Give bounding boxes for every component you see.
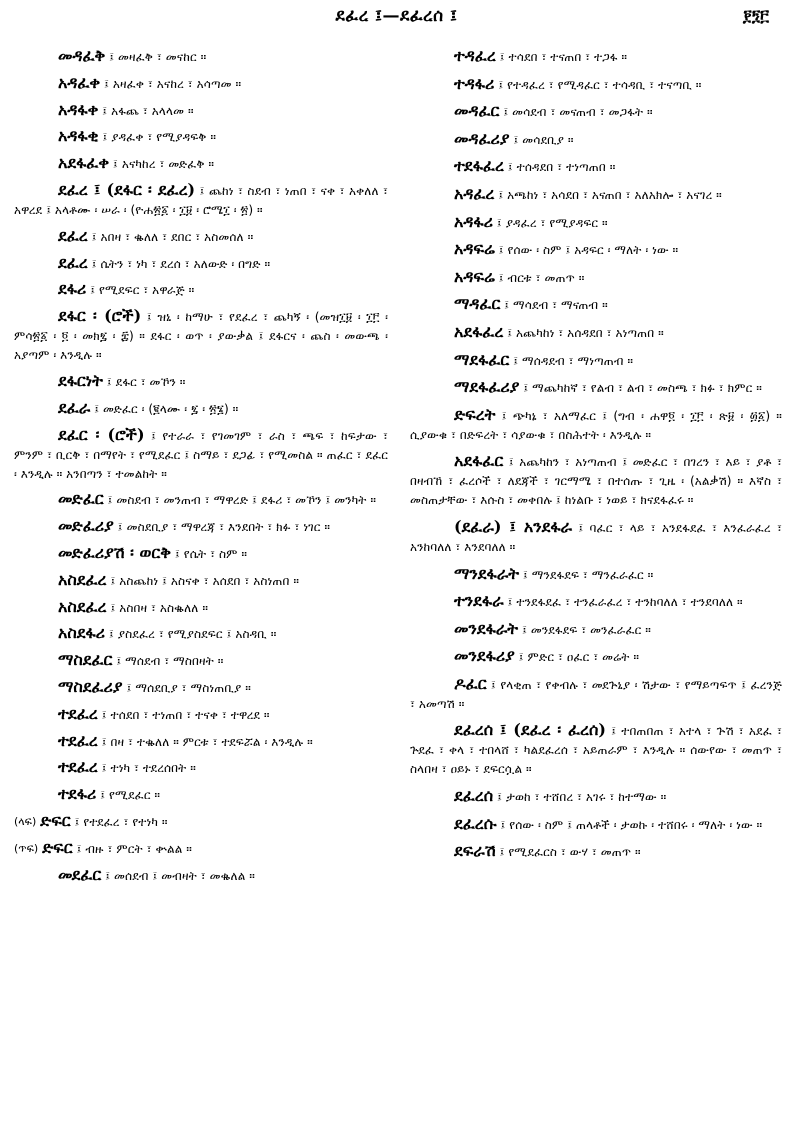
entry-definition: ዝኒ ፡ ከማሁ ፣ የደፈረ ፣ ጨካኝ ፡ (መዝ፲፱ ፡ ፲፫ ፡ ምሳ፳፩ ፡ ፬ ፡ መክ፯ ፡ ፰) ። ደፋር ፡ ወጥ ፡ ያውቃል ፤ ደፋርና ፡ ጨስ ፡ መውጫ ፡ አያጣም ፡ እንዲሉ ። bbox=[14, 310, 388, 363]
entry-headword: ድፍር bbox=[40, 810, 71, 830]
dictionary-entry: ደፋርነት ፤ ደፋር ፣ መኾን ። bbox=[58, 370, 186, 390]
dictionary-entry: መድፈር ፤ መስደብ ፣ መንጠብ ፣ ማዋረድ ፤ ደፋሪ ፣ መኾን ፤ መንካት ። bbox=[58, 489, 377, 509]
entry-headword: መዳፈሪያ bbox=[454, 128, 510, 148]
entry-definition: መሳደቢያ ። bbox=[522, 132, 574, 147]
entry-definition: ብርቱ ፣ መጠጥ ። bbox=[507, 270, 585, 285]
entry-headword: አዳፍሬ bbox=[454, 266, 495, 286]
entry-headword: መድፈሪያሽ ፡ ወርቅ bbox=[58, 542, 172, 562]
entry-headword: አዳፈቀ bbox=[58, 72, 101, 92]
entry-headword: ደፈረ ፤ (ደፋር ፡ ደፈረ) bbox=[58, 179, 196, 199]
running-header: ደፈረ ፤—ደፈረሰ ፤ bbox=[335, 6, 458, 26]
entry-definition: በዛ ፣ ተቈለለ ። ምርቱ ፣ ተደፍሯል ፡ እንዲሉ ። bbox=[110, 734, 313, 749]
entry-definition: መንደፋደፍ ፣ መንፈራፈር ። bbox=[530, 622, 651, 637]
dictionary-entry: አደፋፈቀ ፤ አናካከረ ፣ መድፈቅ ። bbox=[58, 153, 215, 173]
dictionary-entry: (ጥፍ) ድፍር ፤ ብዙ ፣ ምርት ፣ ቍልል ። bbox=[14, 837, 192, 857]
entry-headword: ተደፋፈረ bbox=[454, 156, 504, 176]
dictionary-entry: መዳፈሪያ ፤ መሳደቢያ ። bbox=[454, 128, 574, 148]
entry-definition: የተዳፈረ ፣ የሚዳፈር ፣ ተሳዳቢ ፣ ተናጣቢ ። bbox=[507, 77, 702, 92]
entry-headword: ደፈረሰ ፤ (ደፈረ ፡ ፈረሰ) bbox=[454, 720, 606, 740]
entry-definition: መሰደብ ፤ መብዛት ፣ መቈለል ። bbox=[114, 868, 255, 883]
entry-headword: ደፈረሰ bbox=[454, 786, 494, 806]
entry-headword: ደፋር ፡ (ሮች) bbox=[58, 306, 142, 326]
dictionary-entry: ደፍራሽ ፤ የሚደፈርስ ፣ ውሃ ፣ መጠጥ ። bbox=[454, 841, 641, 861]
entry-definition: ተነካ ፣ ተደረሰበት ። bbox=[110, 761, 196, 776]
entry-definition: መድፈር ፡ (፪ላሙ ፡ ፯ ፡ ፳፮) ። bbox=[103, 401, 239, 416]
entry-headword: ማስደፈሪያ bbox=[58, 676, 123, 696]
entry-headword: አደፋፈር bbox=[454, 451, 504, 471]
dictionary-entry: ደፈረሱ ፤ የሰው ፡ ስም ፤ ጠላቶች ፡ ታወኩ ፡ ተሸበሩ ፡ ማለት ፡ ነው ። bbox=[454, 813, 763, 833]
entry-headword: ደፈራ bbox=[58, 397, 91, 417]
entry-definition: የሰው ፡ ስም ፤ አዳፍር ፡ ማለት ፡ ነው ። bbox=[507, 243, 679, 258]
entry-headword: ደፈረሱ bbox=[454, 813, 497, 833]
dictionary-entry: አስደፋሪ ፤ ያስደፈረ ፣ የሚያስደፍር ፤ አስዳቢ ። bbox=[58, 623, 277, 643]
entry-headword: ተዳፈረ bbox=[454, 46, 496, 65]
dictionary-entry: አደፋፈር ፤ አጨካከን ፣ አነጣጠብ ፤ መድፈር ፣ በገረን ፣ እይ ፣ ያቶ ፣ በዛብኸ ፣ ፈረሶች ፣ ለደጃች ፣ ገርማሜ ፣ በተሰጡ ፣ ጊዜ ፡ (አልቃሽ) ። እኛስ ፣ መስጠታቸው ፣ እሱስ ፣ መቀበሉ ፤ ከነልቡ ፣ ነወይ ፣ ክናደፋፈሩ ። bbox=[410, 451, 782, 508]
dictionary-entry: ማደፋፈሪያ ፤ ማጨካከኛ ፣ የልብ ፣ ልብ ፣ መስጫ ፣ ክፉ ፣ ክምር ። bbox=[454, 377, 762, 397]
entry-headword: ድፍር bbox=[42, 837, 73, 857]
dictionary-entry: ማንደፋራት ፤ ማንደፋደፍ ፣ ማንፈራፈር ። bbox=[454, 563, 654, 583]
entry-definition: የተደፈረ ፣ የተነካ ። bbox=[83, 814, 168, 829]
entry-headword: አዳፋቂ bbox=[58, 126, 99, 146]
entry-definition: ተሰዳደበ ፣ ተነጣጠበ ። bbox=[516, 160, 616, 175]
dictionary-entry: ተዳፈረ ፤ ተሳደበ ፣ ተናጠበ ፣ ተጋፋ ። bbox=[454, 46, 628, 65]
entry-headword: መድፈር bbox=[58, 489, 104, 509]
entry-headword: መንደፋሪያ bbox=[454, 646, 515, 666]
dictionary-entry: ደፈረሰ ፤ (ደፈረ ፡ ፈረሰ) ፤ ተበጠበጠ ፣ አተላ ፣ ጕሽ ፣ አደፈ ፣ ጕደፈ ፣ ቀላ ፣ ተበላሸ ፣ ካልደፈረሰ ፣ አይጠራም ፣ እንዲሉ ። ሰውየው ፣ መጠጥ ፣ ስላበዛ ፣ ዐይኑ ፣ ደፍርሷል ። bbox=[410, 720, 782, 777]
entry-definition: ማሰደቢያ ፣ ማስነጠቢያ ። bbox=[135, 680, 251, 695]
entry-headword: አስደፋሪ bbox=[58, 623, 106, 643]
entry-definition: ምድር ፣ ዐፈር ፣ መሬት ። bbox=[527, 650, 640, 665]
dictionary-entry: ማስደፈር ፤ ማሰደብ ፣ ማስበዛት ። bbox=[58, 650, 224, 670]
entry-headword: ደፈረ bbox=[58, 252, 88, 272]
entry-definition: መስደቢያ ፣ ማዋረጃ ፣ እንደበት ፣ ክፉ ፣ ነገር ። bbox=[126, 520, 331, 535]
entry-definition: አናካከረ ፣ መድፈቅ ። bbox=[121, 157, 215, 172]
entry-definition: ተሰደበ ፣ ተነጠበ ፣ ተናቀ ፣ ተዋረደ ። bbox=[110, 707, 270, 722]
dictionary-entry: መዳፈቅ ፤ መዛፈቅ ፣ መናከር ። bbox=[58, 46, 207, 65]
dictionary-entry: ተደፈረ ፤ ተነካ ፣ ተደረሰበት ። bbox=[58, 757, 196, 777]
entry-headword: አዳፋሪ bbox=[454, 211, 493, 231]
entry-definition: አስጨከነ ፤ አስናቀ ፣ አሰደበ ፣ አስነጠበ ። bbox=[119, 573, 300, 588]
dictionary-entry: ድፍረት ፤ ጭካኔ ፣ አለማፈር ፤ (ግብ ፡ ሐዋ፬ ፡ ፲፫ ፡ ጽ፱ ፡ ፴፩) ። ሲያውቁ ፣ በድፍረት ፣ ሳያውቁ ፣ በስሕተት ፡ እንዲሉ ። bbox=[410, 404, 782, 442]
entry-definition: ባፈር ፣ ላይ ፣ አንደፋደፈ ፣ እንፈራፈረ ፣ አንከባለለ ፣ እንደባለለ ። bbox=[410, 520, 782, 554]
dictionary-entry: ዶፈር ፤ የላቂጠ ፣ የቀብሉ ፣ መደጕኒያ ፡ ሽታው ፣ የማይጣፍጥ ፤ ፈረንጅ ፣ አመጣሽ ። bbox=[410, 673, 782, 711]
dictionary-entry: (ደፈራ) ፤ አንደፋራ ፤ ባፈር ፣ ላይ ፣ አንደፋደፈ ፣ እንፈራፈረ ፣ አንከባለለ ፣ እንደባለለ ። bbox=[410, 516, 782, 554]
entry-definition: የተራራ ፣ የገመገም ፣ ራስ ፣ ጫፍ ፣ ከፍታው ፣ ምንም ፣ ቢርቅ ፣ በማየት ፣ የሚደፈር ፤ ስማይ ፣ ደጋፊ ፣ የሚመስል ። ጠፈር ፣ ደፈር ፡ እንዲሉ ። አንበጣን ፣ ተመልከት ። bbox=[14, 428, 388, 481]
dictionary-entry: ደፋር ፡ (ሮች) ፤ ዝኒ ፡ ከማሁ ፣ የደፈረ ፣ ጨካኝ ፡ (መዝ፲፱ ፡ ፲፫ ፡ ምሳ፳፩ ፡ ፬ ፡ መክ፯ ፡ ፰) ። ደፋር ፡ ወጥ ፡ ያውቃል ፤ ደፋርና ፡ ጨስ ፡ መውጫ ፡ አያጣም ፡ እንዲሉ ። bbox=[14, 306, 388, 363]
entry-headword: ደፍራሽ bbox=[454, 841, 496, 861]
entry-headword: ማስደፈር bbox=[58, 650, 113, 670]
entry-headword: ደፋርነት bbox=[58, 370, 103, 390]
entry-definition: ጨከነ ፣ ስደብ ፣ ነጠበ ፣ ናቀ ፣ አቀለለ ፣ አዋረደ ፤ አላቶሙ ፡ ሠራ ፡ (ዮሐ፳፩ ፡ ፲፱ ፡ ሮሜ፲ ፡ ፳) ። bbox=[14, 183, 388, 217]
dictionary-entry: ደፈረ ፤ (ደፋር ፡ ደፈረ) ፤ ጨከነ ፣ ስደብ ፣ ነጠበ ፣ ናቀ ፣ አቀለለ ፣ አዋረደ ፤ አላቶሙ ፡ ሠራ ፡ (ዮሐ፳፩ ፡ ፲፱ ፡ ሮሜ፲ ፡ ፳) ። bbox=[14, 179, 388, 217]
dictionary-entry: አደፋፈረ ፤ አጨካከነ ፣ አሰዳደበ ፣ አነጣጠበ ። bbox=[454, 321, 664, 341]
entry-definition: አስበዛ ፣ አስቈለለ ። bbox=[119, 600, 209, 615]
entry-headword: መንደፋራት bbox=[454, 618, 519, 638]
dictionary-entry: አዳፋቀ ፤ አፋጨ ፣ አላላመ ። bbox=[58, 99, 194, 119]
entry-headword: አስደፈረ bbox=[58, 596, 107, 616]
entry-definition: ተሳደበ ፣ ተናጠበ ፣ ተጋፋ ። bbox=[508, 50, 628, 64]
entry-headword: መዳፈቅ bbox=[58, 46, 106, 65]
entry-headword: ተንደፋራ bbox=[454, 591, 504, 611]
entry-headword: ተደፈረ bbox=[58, 703, 98, 723]
entry-definition: ያዳፈቀ ፣ የሚያዳፍቅ ። bbox=[111, 130, 217, 145]
entry-definition: አጨካከን ፣ አነጣጠብ ፤ መድፈር ፣ በገረን ፣ እይ ፣ ያቶ ፣ በዛብኸ ፣ ፈረሶች ፣ ለደጃች ፣ ገርማሜ ፣ በተሰጡ ፣ ጊዜ ፡ (አልቃሽ) ። እኛስ ፣ መስጠታቸው ፣ እሱስ ፣ መቀበሉ ፤ ከነልቡ ፣ ነወይ ፣ ክናደፋፈሩ ። bbox=[410, 455, 782, 508]
dictionary-entry: አዳፋሪ ፤ ያዳፈረ ፣ የሚያዳፍር ። bbox=[454, 211, 608, 231]
entry-definition: የሚደፍር ፣ አዋራጅ ። bbox=[99, 283, 195, 298]
entry-headword: አደፋፈቀ bbox=[58, 153, 110, 173]
dictionary-entry: መድፈሪያ ፤ መስደቢያ ፣ ማዋረጃ ፣ እንደበት ፣ ክፉ ፣ ነገር ። bbox=[58, 516, 331, 536]
entry-definition: ያዳፈረ ፣ የሚያዳፍር ። bbox=[505, 215, 608, 230]
entry-definition: ማንደፋደፍ ፣ ማንፈራፈር ። bbox=[531, 567, 654, 582]
entry-definition: የሴት ፣ ስም ። bbox=[183, 546, 248, 561]
entry-headword: ድፍረት bbox=[454, 404, 496, 424]
entry-definition: አፋጨ ፣ አላላመ ። bbox=[111, 103, 194, 118]
entry-definition: የሰው ፡ ስም ፤ ጠላቶች ፡ ታወኩ ፡ ተሸበሩ ፡ ማለት ፡ ነው ። bbox=[509, 817, 763, 832]
entry-definition: ተንደፋደፈ ፣ ተንፈራፈረ ፣ ተንከባለለ ፣ ተንደባለለ ። bbox=[516, 595, 743, 610]
dictionary-entry: ተደፈረ ፤ በዛ ፣ ተቈለለ ። ምርቱ ፣ ተደፍሯል ፡ እንዲሉ ። bbox=[58, 730, 313, 750]
left-column bbox=[14, 46, 388, 1131]
entry-headword: ተዳፋሪ bbox=[454, 73, 495, 93]
entry-definition: መሳደብ ፣ መናጠብ ፣ መጋፋት ። bbox=[512, 105, 653, 120]
entry-headword: መደፈር bbox=[58, 864, 102, 884]
entry-headword: አስደፈረ bbox=[58, 569, 107, 589]
entry-definition: ብዙ ፣ ምርት ፣ ቍልል ። bbox=[85, 841, 192, 856]
entry-headword: ደፈር ፡ (ሮች) bbox=[58, 424, 145, 444]
dictionary-entry: ተደፋፈረ ፤ ተሰዳደበ ፣ ተነጣጠበ ። bbox=[454, 156, 616, 176]
entry-headword: ተደፈረ bbox=[58, 730, 98, 750]
page-number: ፻፺፫ bbox=[742, 6, 769, 25]
dictionary-entry: መንደፋራት ፤ መንደፋደፍ ፣ መንፈራፈር ። bbox=[454, 618, 651, 638]
right-column bbox=[410, 46, 782, 1131]
dictionary-entry: ተደፈረ ፤ ተሰደበ ፣ ተነጠበ ፣ ተናቀ ፣ ተዋረደ ። bbox=[58, 703, 270, 723]
entry-definition: ታወከ ፣ ተሸበረ ፣ አገሩ ፣ ከተማው ። bbox=[505, 790, 667, 805]
entry-marker: (ጥፍ) bbox=[14, 841, 39, 855]
dictionary-entry: አስደፈረ ፤ አስበዛ ፣ አስቈለለ ። bbox=[58, 596, 209, 616]
dictionary-entry: ማስደፈሪያ ፤ ማሰደቢያ ፣ ማስነጠቢያ ። bbox=[58, 676, 251, 696]
dictionary-entry: ደፈረሰ ፤ ታወከ ፣ ተሸበረ ፣ አገሩ ፣ ከተማው ። bbox=[454, 786, 667, 806]
dictionary-entry: አዳፋቂ ፤ ያዳፈቀ ፣ የሚያዳፍቅ ። bbox=[58, 126, 217, 146]
entry-definition: አበዛ ፣ ቈለለ ፣ ደበር ፣ አስመሰለ ። bbox=[100, 229, 254, 244]
dictionary-entry: መንደፋሪያ ፤ ምድር ፣ ዐፈር ፣ መሬት ። bbox=[454, 646, 640, 666]
entry-headword: ተደፈረ bbox=[58, 757, 98, 777]
entry-definition: ማሰዳደብ ፣ ማነጣጠብ ። bbox=[521, 353, 634, 368]
dictionary-entry: ደፈረ ፤ አበዛ ፣ ቈለለ ፣ ደበር ፣ አስመሰለ ። bbox=[58, 225, 254, 245]
entry-headword: (ደፈራ) ፤ አንደፋራ bbox=[454, 516, 573, 536]
entry-definition: መዛፈቅ ፣ መናከር ። bbox=[118, 50, 207, 64]
entry-definition: ማሳደብ ፣ ማናጠብ ። bbox=[513, 298, 608, 313]
dictionary-entry: አዳፈረ ፤ አጫከነ ፣ አሳደበ ፣ አናጠበ ፣ አለአክሎ ፣ አናገረ ። bbox=[454, 183, 722, 203]
entry-definition: አጫከነ ፣ አሳደበ ፣ አናጠበ ፣ አለአክሎ ፣ አናገረ ። bbox=[507, 187, 722, 202]
entry-definition: ደፋር ፣ መኾን ። bbox=[115, 374, 186, 389]
entry-headword: ዶፈር bbox=[454, 673, 487, 693]
dictionary-entry: ደፈር ፡ (ሮች) ፤ የተራራ ፣ የገመገም ፣ ራስ ፣ ጫፍ ፣ ከፍታው ፣ ምንም ፣ ቢርቅ ፣ በማየት ፣ የሚደፈር ፤ ስማይ ፣ ደጋፊ ፣ የሚመስል ። ጠፈር ፣ ደፈር ፡ እንዲሉ ። አንበጣን ፣ ተመልከት ። bbox=[14, 424, 388, 481]
entry-headword: አዳፋቀ bbox=[58, 99, 99, 119]
dictionary-entry: መድፈሪያሽ ፡ ወርቅ ፤ የሴት ፣ ስም ። bbox=[58, 542, 248, 562]
entry-definition: የሚደፈር ። bbox=[109, 788, 161, 803]
dictionary-entry: (ላፍ) ድፍር ፤ የተደፈረ ፣ የተነካ ። bbox=[14, 810, 168, 830]
entry-headword: ተደፋሪ bbox=[58, 784, 97, 804]
entry-headword: ማዳፈር bbox=[454, 294, 501, 314]
dictionary-entry: አዳፍሬ ፤ የሰው ፡ ስም ፤ አዳፍር ፡ ማለት ፡ ነው ። bbox=[454, 239, 679, 259]
entry-definition: ያስደፈረ ፣ የሚያስደፍር ፤ አስዳቢ ። bbox=[117, 627, 277, 642]
dictionary-entry: አዳፍሬ ፤ ብርቱ ፣ መጠጥ ። bbox=[454, 266, 585, 286]
entry-headword: መድፈሪያ bbox=[58, 516, 114, 536]
entry-definition: ማሰደብ ፣ ማስበዛት ። bbox=[125, 654, 224, 669]
dictionary-entry: ተደፋሪ ፤ የሚደፈር ። bbox=[58, 784, 161, 804]
entry-definition: አጨካከነ ፣ አሰዳደበ ፣ አነጣጠበ ። bbox=[516, 325, 664, 340]
entry-definition: የላቂጠ ፣ የቀብሉ ፣ መደጕኒያ ፡ ሽታው ፣ የማይጣፍጥ ፤ ፈረንጅ ፣ አመጣሽ ። bbox=[410, 677, 782, 711]
entry-headword: ማደፋፈር bbox=[454, 349, 510, 369]
entry-definition: ሴትን ፣ ነካ ፣ ደረሰ ፣ አለውድ ፡ በግድ ። bbox=[100, 256, 271, 271]
entry-definition: የሚደፈርስ ፣ ውሃ ፣ መጠጥ ። bbox=[508, 845, 641, 860]
entry-definition: ጭካኔ ፣ አለማፈር ፤ (ግብ ፡ ሐዋ፬ ፡ ፲፫ ፡ ጽ፱ ፡ ፴፩) ። ሲያውቁ ፣ በድፍረት ፣ ሳያውቁ ፣ በስሕተት ፡ እንዲሉ ። bbox=[410, 408, 782, 442]
entry-headword: ማንደፋራት bbox=[454, 563, 520, 583]
dictionary-entry: አዳፈቀ ፤ አዛፈቀ ፣ አናከረ ፣ አሳጣመ ። bbox=[58, 72, 242, 92]
entry-headword: ደፋሪ bbox=[58, 279, 87, 299]
dictionary-entry: ደፈራ ፤ መድፈር ፡ (፪ላሙ ፡ ፯ ፡ ፳፮) ። bbox=[58, 397, 239, 417]
entry-headword: አደፋፈረ bbox=[454, 321, 504, 341]
entry-marker: (ላፍ) bbox=[14, 814, 37, 828]
entry-headword: ማደፋፈሪያ bbox=[454, 377, 520, 397]
entry-headword: መዳፈር bbox=[454, 101, 500, 121]
dictionary-entry: አስደፈረ ፤ አስጨከነ ፤ አስናቀ ፣ አሰደበ ፣ አስነጠበ ። bbox=[58, 569, 300, 589]
entry-headword: አዳፈረ bbox=[454, 183, 495, 203]
dictionary-entry: ደፈረ ፤ ሴትን ፣ ነካ ፣ ደረሰ ፣ አለውድ ፡ በግድ ። bbox=[58, 252, 271, 272]
dictionary-entry: መደፈር ፤ መሰደብ ፤ መብዛት ፣ መቈለል ። bbox=[58, 864, 255, 884]
entry-headword: ደፈረ bbox=[58, 225, 88, 245]
dictionary-entry: ደፋሪ ፤ የሚደፍር ፣ አዋራጅ ። bbox=[58, 279, 195, 299]
entry-definition: መስደብ ፣ መንጠብ ፣ ማዋረድ ፤ ደፋሪ ፣ መኾን ፤ መንካት ። bbox=[116, 493, 377, 508]
dictionary-entry: ማዳፈር ፤ ማሳደብ ፣ ማናጠብ ። bbox=[454, 294, 608, 314]
entry-headword: አዳፍሬ bbox=[454, 239, 495, 259]
entry-definition: ተበጠበጠ ፣ አተላ ፣ ጕሽ ፣ አደፈ ፣ ጕደፈ ፣ ቀላ ፣ ተበላሸ ፣ ካልደፈረሰ ፣ አይጠራም ፣ እንዲሉ ። ሰውየው ፣ መጠጥ ፣ ስላበዛ ፣ ዐይኑ ፣ ደፍርሷል ። bbox=[410, 724, 782, 777]
dictionary-entry: ማደፋፈር ፤ ማሰዳደብ ፣ ማነጣጠብ ። bbox=[454, 349, 634, 369]
entry-definition: አዛፈቀ ፣ አናከረ ፣ አሳጣመ ። bbox=[112, 76, 242, 91]
dictionary-entry: ተዳፋሪ ፤ የተዳፈረ ፣ የሚዳፈር ፣ ተሳዳቢ ፣ ተናጣቢ ። bbox=[454, 73, 702, 93]
dictionary-entry: ተንደፋራ ፤ ተንደፋደፈ ፣ ተንፈራፈረ ፣ ተንከባለለ ፣ ተንደባለለ ። bbox=[454, 591, 743, 611]
entry-definition: ማጨካከኛ ፣ የልብ ፣ ልብ ፣ መስጫ ፣ ክፉ ፣ ክምር ። bbox=[532, 381, 762, 396]
dictionary-entry: መዳፈር ፤ መሳደብ ፣ መናጠብ ፣ መጋፋት ። bbox=[454, 101, 653, 121]
